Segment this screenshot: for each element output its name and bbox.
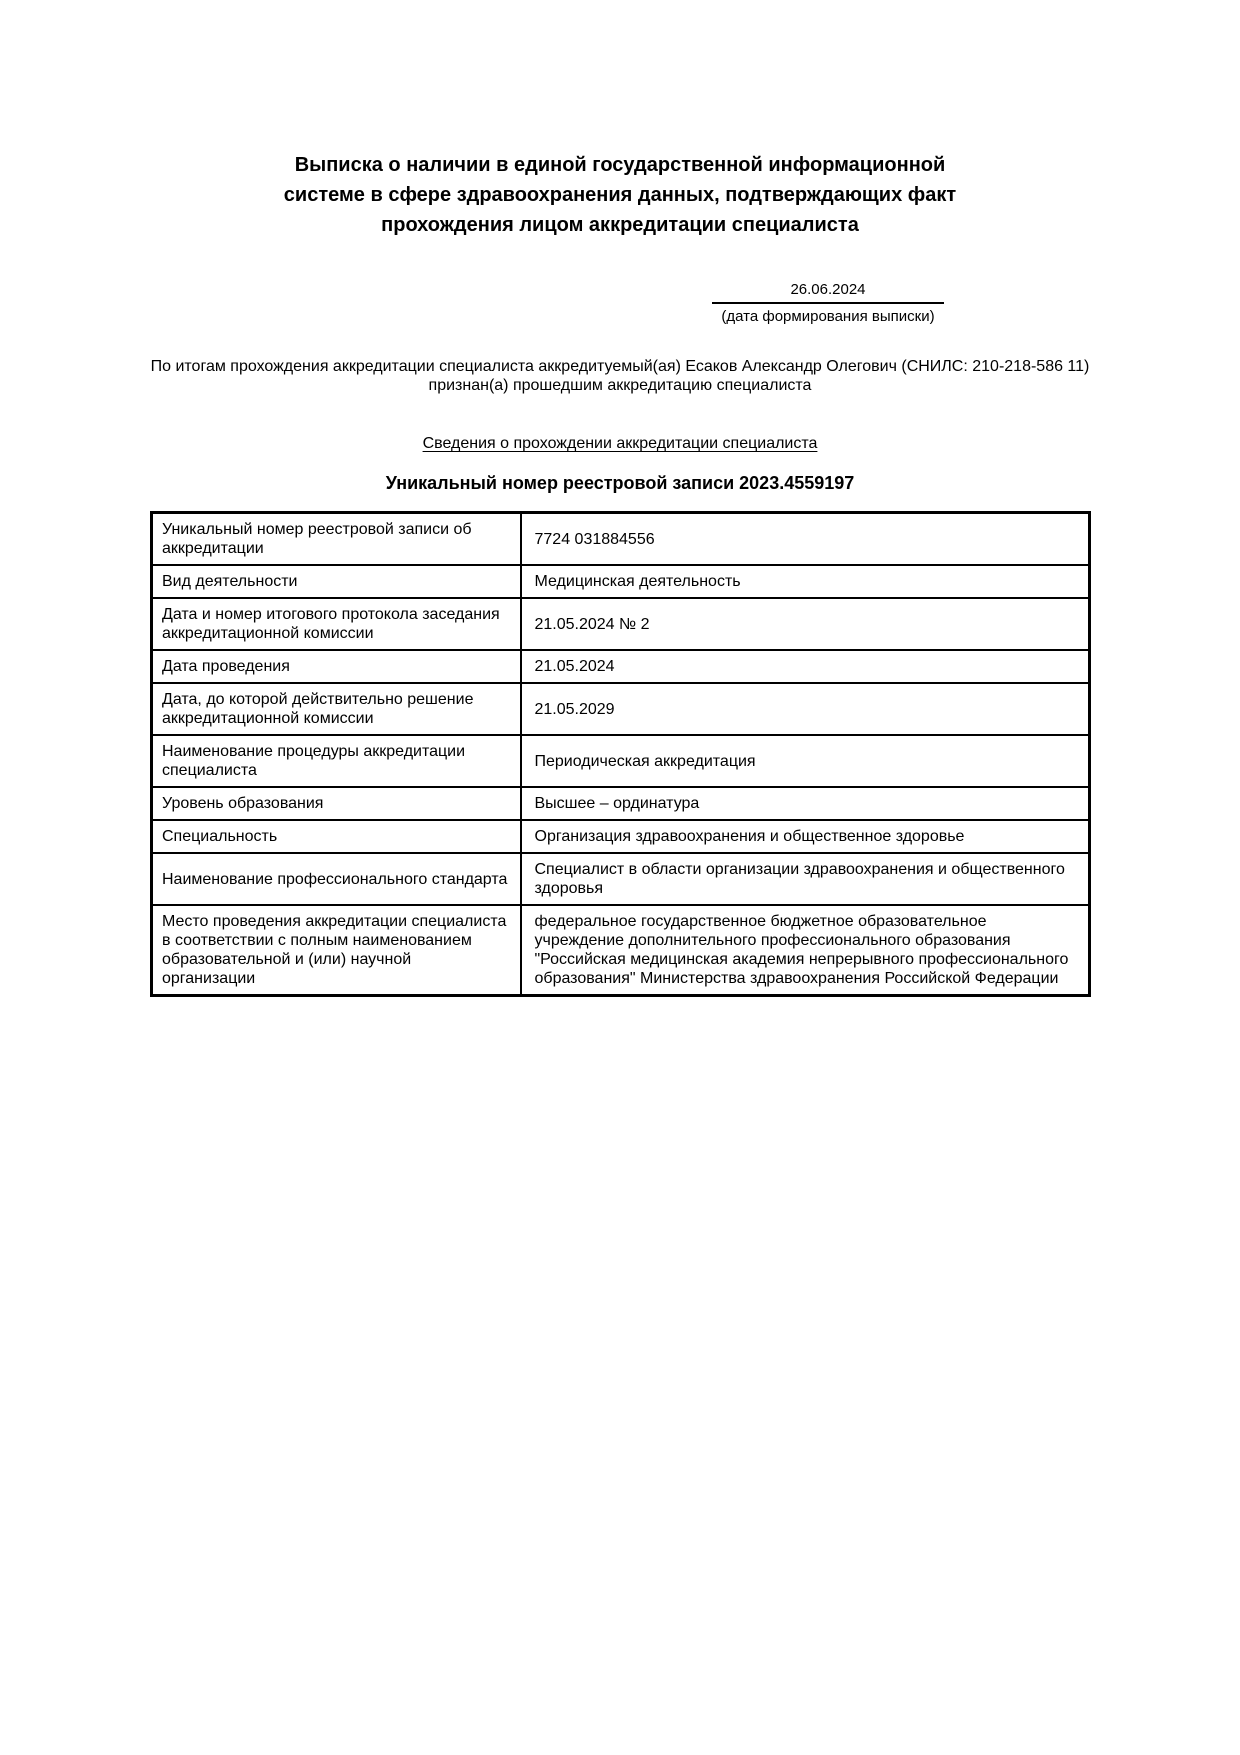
table-row	[152, 650, 1090, 683]
accreditation-result-paragraph: По итогам прохождения аккредитации специалиста аккредитуемый(ая) Есаков Александр Олегович (СНИЛС: 210-218-586 11) признан(а) прошедшим аккредитацию специалиста	[150, 358, 1090, 394]
document-title	[0, 0, 1240, 240]
row-label: Наименование профессионального стандарта	[152, 853, 521, 905]
table-row	[152, 787, 1090, 820]
table-row	[152, 853, 1090, 905]
row-label: Уровень образования	[152, 787, 521, 820]
row-value: Специалист в области организации здравоохранения и общественного здоровья	[521, 853, 1090, 905]
row-value: 21.05.2024 № 2	[521, 598, 1090, 650]
row-label: Дата проведения	[152, 650, 521, 683]
row-value: Организация здравоохранения и общественное здоровье	[521, 820, 1090, 853]
table-row	[152, 820, 1090, 853]
row-label: Вид деятельности	[152, 565, 521, 598]
row-value: Медицинская деятельность	[521, 565, 1090, 598]
title-line: прохождения лицом аккредитации специалиста	[381, 214, 859, 236]
formation-date-caption: (дата формирования выписки)	[721, 308, 935, 325]
row-value: Периодическая аккредитация	[521, 735, 1090, 787]
row-value: 7724 031884556	[521, 513, 1090, 566]
row-value: Высшее – ординатура	[521, 787, 1090, 820]
row-label: Уникальный номер реестровой записи об аккредитации	[152, 513, 521, 566]
table-row	[152, 905, 1090, 996]
section-heading: Сведения о прохождении аккредитации специалиста	[422, 435, 818, 452]
row-label: Дата и номер итогового протокола заседания аккредитационной комиссии	[152, 598, 521, 650]
row-value: 21.05.2024	[521, 650, 1090, 683]
row-label: Дата, до которой действительно решение аккредитационной комиссии	[152, 683, 521, 735]
table-row	[152, 565, 1090, 598]
row-label: Наименование процедуры аккредитации специалиста	[152, 735, 521, 787]
table-row	[152, 513, 1090, 566]
row-label: Место проведения аккредитации специалиста в соответствии с полным наименованием образовательной и (или) научной организации	[152, 905, 521, 996]
accreditation-details-table	[150, 511, 1091, 997]
title-line: системе в сфере здравоохранения данных, подтверждающих факт	[283, 184, 957, 206]
row-label: Специальность	[152, 820, 521, 853]
registry-number-heading: Уникальный номер реестровой записи 2023.4559197	[385, 473, 855, 493]
table-row	[152, 598, 1090, 650]
row-value: федеральное государственное бюджетное образовательное учреждение дополнительного профессионального образования "Российская медицинская академия непрерывного профессионального образования" Министерства здравоохранения Российской Федерации	[521, 905, 1090, 996]
table-row	[152, 735, 1090, 787]
formation-date-value: 26.06.2024	[712, 280, 944, 304]
row-value: 21.05.2029	[521, 683, 1090, 735]
table-row	[152, 683, 1090, 735]
title-line: Выписка о наличии в единой государственной информационной	[294, 154, 946, 176]
formation-date-block	[712, 280, 944, 327]
